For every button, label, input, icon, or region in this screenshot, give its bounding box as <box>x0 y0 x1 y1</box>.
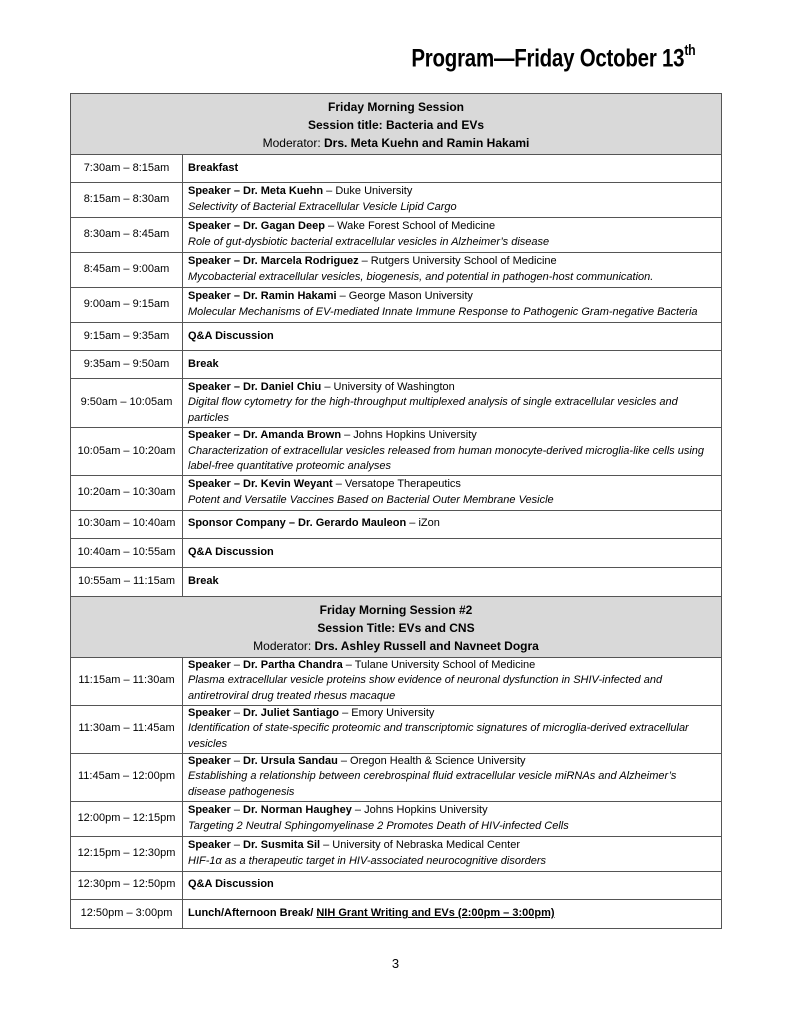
speaker-name: Speaker – Dr. Amanda Brown <box>188 429 342 441</box>
table-row <box>71 428 722 476</box>
time-cell: 10:05am – 10:20am <box>71 428 183 476</box>
speaker-dash: – <box>230 804 244 817</box>
event-label: Break <box>183 567 722 596</box>
speaker-affiliation: – George Mason University <box>336 290 473 303</box>
session-title: Session title: Bacteria and EVs <box>307 118 485 132</box>
session-header <box>71 94 722 155</box>
lunch-label: Lunch/Afternoon Break/ <box>188 906 317 919</box>
time-cell: 9:00am – 9:15am <box>71 288 183 323</box>
time-cell: 9:50am – 10:05am <box>71 379 183 428</box>
talk-title: Mycobacterial extracellular vesicles, biogenesis, and potential in pathogen-host communication. <box>188 271 654 283</box>
moderator-names: Drs. Meta Kuehn and Ramin Hakami <box>323 136 530 150</box>
speaker-affiliation: – Oregon Health & Science University <box>337 754 526 767</box>
time-cell: 8:45am – 9:00am <box>71 253 183 288</box>
table-row <box>71 351 722 379</box>
talk-cell <box>183 475 722 510</box>
talk-title: Digital flow cytometry for the high-throughput multiplexed analysis of single extracellular vesicles and particles <box>188 396 678 424</box>
table-row <box>71 323 722 351</box>
time-cell: 10:20am – 10:30am <box>71 475 183 510</box>
speaker-dash: – <box>230 839 244 852</box>
speaker-affiliation: – iZon <box>406 517 440 530</box>
speaker-name: Speaker – Dr. Meta Kuehn <box>188 185 324 198</box>
time-cell: 9:15am – 9:35am <box>71 323 183 351</box>
speaker-word: Speaker <box>188 839 231 852</box>
page-title <box>411 44 695 73</box>
talk-title: Role of gut-dysbiotic bacterial extracellular vesicles in Alzheimer’s disease <box>188 236 550 248</box>
table-row <box>71 538 722 567</box>
speaker-name: Speaker – Dr. Gagan Deep <box>188 220 325 233</box>
talk-cell <box>183 183 722 218</box>
time-cell: 8:30am – 8:45am <box>71 218 183 253</box>
speaker-dash: – <box>230 658 244 671</box>
time-cell: 11:45am – 12:00pm <box>71 753 183 801</box>
time-cell: 11:15am – 11:30am <box>71 657 183 705</box>
table-row <box>71 567 722 596</box>
session-title: Session Title: EVs and CNS <box>317 620 475 635</box>
table-row <box>71 836 722 871</box>
moderator-label: Moderator: <box>262 136 324 150</box>
event-label: Break <box>183 351 722 379</box>
talk-title: Establishing a relationship between cerebrospinal fluid extracellular vesicle miRNAs and Alzheimer’s disease pathogenesis <box>188 770 677 799</box>
talk-cell <box>183 253 722 288</box>
time-cell: 12:30pm – 12:50pm <box>71 871 183 899</box>
talk-title: Identification of state-specific proteomic and transcriptomic signatures of microglia-derived extracellular vesicles <box>188 722 689 751</box>
table-row <box>71 510 722 538</box>
session-name: Friday Morning Session #2 <box>319 602 473 617</box>
event-label <box>183 899 722 928</box>
table-row <box>71 657 722 705</box>
table-row <box>71 183 722 218</box>
time-cell: 12:15pm – 12:30pm <box>71 836 183 871</box>
speaker-affiliation: – Johns Hopkins University <box>341 429 477 441</box>
table-row <box>71 753 722 801</box>
speaker-affiliation: – Emory University <box>339 706 435 719</box>
time-cell: 8:15am – 8:30am <box>71 183 183 218</box>
talk-cell <box>183 836 722 871</box>
talk-title: HIF-1α as a therapeutic target in HIV-associated neurocognitive disorders <box>188 854 547 867</box>
talk-cell <box>183 753 722 801</box>
speaker-word: Speaker <box>188 804 231 817</box>
speaker-affiliation: – Rutgers University School of Medicine <box>358 255 557 268</box>
table-row <box>71 899 722 928</box>
talk-cell <box>183 218 722 253</box>
time-cell: 9:35am – 9:50am <box>71 351 183 379</box>
time-cell: 11:30am – 11:45am <box>71 705 183 753</box>
event-label: Q&A Discussion <box>183 538 722 567</box>
talk-title: Characterization of extracellular vesicles released from human monocyte-derived microglia-like cells using label-free quantitative proteomic analyses <box>188 444 704 473</box>
speaker-affiliation: – University of Nebraska Medical Center <box>320 839 520 852</box>
speaker-affiliation: – University of Washington <box>321 380 455 393</box>
speaker-name: Sponsor Company – Dr. Gerardo Mauleon <box>188 517 407 530</box>
time-cell: 7:30am – 8:15am <box>71 155 183 183</box>
event-label: Q&A Discussion <box>183 323 722 351</box>
session-moderator <box>75 637 717 655</box>
speaker-affiliation: – Tulane University School of Medicine <box>342 658 536 671</box>
talk-cell <box>183 379 722 428</box>
speaker-name: Dr. Ursula Sandau <box>243 754 338 767</box>
table-row <box>71 288 722 323</box>
table-row <box>71 253 722 288</box>
talk-title: Targeting 2 Neutral Sphingomyelinase 2 Promotes Death of HIV-infected Cells <box>188 819 569 832</box>
page-number: 3 <box>391 956 400 971</box>
table-row <box>71 475 722 510</box>
session-header <box>71 596 722 657</box>
speaker-word: Speaker <box>188 754 231 767</box>
program-table <box>70 93 722 929</box>
time-cell: 12:00pm – 12:15pm <box>71 801 183 836</box>
table-row <box>71 155 722 183</box>
table-row <box>71 218 722 253</box>
talk-cell <box>183 288 722 323</box>
talk-title: Potent and Versatile Vaccines Based on Bacterial Outer Membrane Vesicle <box>188 493 554 506</box>
session-name: Friday Morning Session <box>327 100 465 114</box>
table-row <box>71 379 722 428</box>
moderator-names: Drs. Ashley Russell and Navneet Dogra <box>314 638 539 653</box>
time-cell: 10:30am – 10:40am <box>71 510 183 538</box>
table-row <box>71 801 722 836</box>
table-row <box>71 705 722 753</box>
moderator-label: Moderator: <box>253 638 315 653</box>
speaker-name: Dr. Juliet Santiago <box>243 706 340 719</box>
speaker-affiliation: – Wake Forest School of Medicine <box>324 220 496 233</box>
table-row <box>71 871 722 899</box>
speaker-affiliation: – Duke University <box>323 185 413 198</box>
speaker-dash: – <box>230 706 244 719</box>
speaker-word: Speaker <box>188 706 231 719</box>
speaker-name: Speaker – Dr. Marcela Rodriguez <box>188 255 359 268</box>
talk-cell <box>183 428 722 476</box>
talk-cell <box>183 705 722 753</box>
time-cell: 12:50pm – 3:00pm <box>71 899 183 928</box>
speaker-affiliation: – Versatope Therapeutics <box>332 478 461 491</box>
talk-cell <box>183 801 722 836</box>
session-moderator <box>75 134 717 152</box>
talk-title: Molecular Mechanisms of EV-mediated Innate Immune Response to Pathogenic Gram-negative Bacteria <box>188 306 698 318</box>
talk-title: Plasma extracellular vesicle proteins show evidence of neuronal dysfunction in SHIV-infected and antiretroviral drug treated rhesus macaque <box>188 674 663 703</box>
speaker-affiliation: – Johns Hopkins University <box>351 804 488 817</box>
page-title-sup: th <box>683 42 695 59</box>
talk-title: Selectivity of Bacterial Extracellular Vesicle Lipid Cargo <box>188 201 457 213</box>
talk-cell <box>183 510 722 538</box>
speaker-dash: – <box>230 754 244 767</box>
speaker-name: Dr. Norman Haughey <box>243 804 352 817</box>
speaker-name: Dr. Partha Chandra <box>243 658 343 671</box>
time-cell: 10:40am – 10:55am <box>71 538 183 567</box>
page-title-text: Program—Friday October 13 <box>410 44 684 73</box>
talk-cell <box>183 657 722 705</box>
speaker-name: Speaker – Dr. Ramin Hakami <box>188 290 337 303</box>
speaker-name: Speaker – Dr. Daniel Chiu <box>188 380 322 393</box>
speaker-name: Dr. Susmita Sil <box>243 839 321 852</box>
event-label: Breakfast <box>183 155 722 183</box>
time-cell: 10:55am – 11:15am <box>71 567 183 596</box>
speaker-word: Speaker <box>188 658 231 671</box>
grant-writing-link[interactable]: NIH Grant Writing and EVs (2:00pm – 3:00pm) <box>316 906 555 919</box>
event-label: Q&A Discussion <box>183 871 722 899</box>
speaker-name: Speaker – Dr. Kevin Weyant <box>188 478 333 491</box>
